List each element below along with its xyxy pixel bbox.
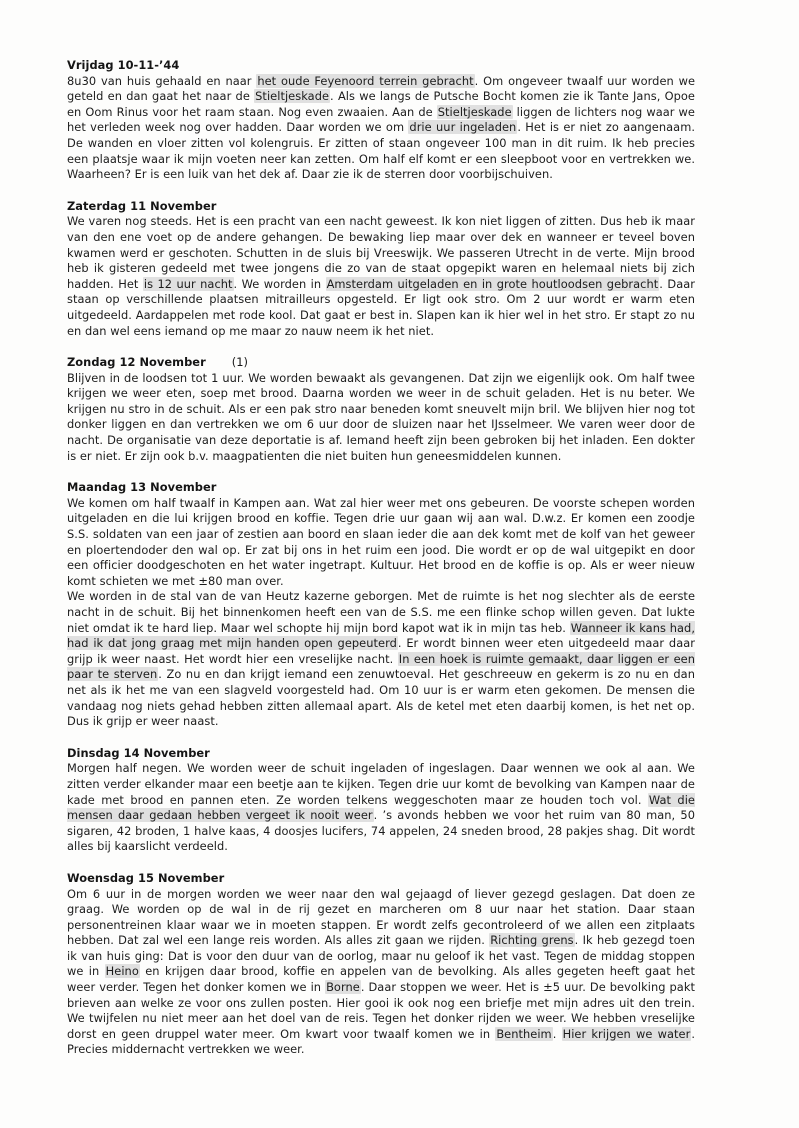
text-run: liggen de lichters nog waar we het verleden week nog over hadden. Daar worden we om	[67, 104, 695, 135]
highlighted-text: Wat die mensen daar gedaan hebben vergeet ik nooit weer	[67, 792, 695, 823]
entry-date-heading	[67, 746, 695, 762]
highlighted-text: Stieltjeskade	[255, 89, 330, 104]
highlighted-text: Richting grens	[490, 933, 574, 948]
text-run: . Er wordt binnen weer eten uitgedeeld maar daar grijp ik weer naast. Het wordt hier een vreselijke nacht.	[67, 636, 695, 666]
entry-paragraph	[67, 496, 695, 590]
text-run: . We worden in	[233, 276, 326, 291]
text-run: .	[552, 1026, 562, 1041]
entry-date-heading	[67, 355, 695, 371]
entry-paragraph	[67, 74, 695, 183]
text-run: . Zo nu en dan krijgt iemand een zenuwtoeval. Het geschreeuw en gekerm is zo nu en dan net als ik het me van een slagveld voorgesteld had. Om 10 uur is er warm eten gekomen. De mensen die vandaag nog niets gehad hebben zitten allemaal apart. Als de ketel met eten daarbij komen, is het net op. Dus ik grijp er weer naast.	[67, 667, 695, 729]
text-run: Morgen half negen. We worden weer de schuit ingeladen of ingeslagen. Daar wennen we ook al aan. We zitten verder elkander maar een beetje aan te kijken. Tegen drie uur komt de bevolking van Kampen naar de kade met brood en pannen eten. Ze worden telkens weggeschoten maar ze houden toch vol.	[67, 761, 695, 807]
highlighted-text: Stieltjeskade	[437, 104, 512, 119]
diary-entry	[67, 58, 695, 183]
entry-date: Woensdag 15 November	[67, 870, 225, 885]
diary-entry	[67, 746, 695, 855]
entry-date-heading	[67, 871, 695, 887]
entry-paragraph	[67, 214, 695, 339]
entry-paragraph	[67, 589, 695, 729]
text-run: . Om ongeveer twaalf uur worden we geteld en dan gaat het naar de	[67, 73, 695, 104]
text-run: Blijven in de loodsen tot 1 uur. We worden bewaakt als gevangenen. Dat zijn we eigenlijk ook. Om half twee krijgen we weer eten, soep met brood. Daarna worden we weer in de schuit geladen. Het is nu beter. We krijgen nu stro in de schuit. Als er een pak stro naar beneden komt sneuvelt mijn bril. We blijven hier nog tot donker liggen en dan vertrekken we om 6 uur door de sluizen naar het IJsselmeer. We varen weer door de nacht. De organisatie van deze deportatie is af. Iemand heeft zijn been gebroken bij het inladen. Een dokter is er niet. Er zijn ook b.v. maagpatienten die niet buiten hun geneesmiddelen kunnen.	[67, 370, 695, 463]
text-run: . Als we langs de Putsche Bocht komen zie ik Tante Jans, Opoe en Oom Rinus voor het raam staan. Nog even zwaaien. Aan de	[67, 89, 695, 119]
entry-date: Zondag 12 November	[67, 355, 206, 370]
diary-text	[67, 58, 695, 1074]
text-run: Om 6 uur in de morgen worden we weer naar den wal gejaagd of liever gezegd geslagen. Dat doen ze graag. We worden op de wal in de rij gezet en marcheren om 8 uur naar het station. Daar staan personentreinen klaar waar we in moeten stappen. Er wordt zelfs gecontroleerd of we allen een zitplaats hebben. Dat zal wel een lange reis worden. Als alles zit gaan we rijden.	[67, 886, 695, 948]
entry-date: Vrijdag 10-11-’44	[67, 58, 180, 72]
highlighted-text: drie uur ingeladen	[409, 120, 517, 135]
highlighted-text: het oude Feyenoord terrein gebracht	[257, 73, 474, 88]
entry-paragraph	[67, 761, 695, 855]
highlighted-text: Hier krijgen we water	[562, 1026, 691, 1041]
highlighted-text: In een hoek is ruimte gemaakt, daar liggen er een paar te sterven	[67, 651, 695, 682]
entry-date: Zaterdag 11 November	[67, 198, 217, 213]
entry-date-heading	[67, 199, 695, 215]
entry-date: Maandag 13 November	[67, 480, 217, 495]
highlighted-text: Amsterdam uitgeladen en in grote houtloodsen gebracht	[326, 276, 659, 291]
entry-date-heading	[67, 480, 695, 496]
text-run: . ’s avonds hebben we voor het ruim van 80 man, 50 sigaren, 42 broden, 1 halve kaas, 4 doosjes lucifers, 74 appelen, 24 sneden brood, 28 pakjes shag. Dit wordt alles bij kaarslicht verdeeld.	[67, 808, 695, 854]
highlighted-text: Borne	[326, 980, 360, 995]
diary-entry	[67, 871, 695, 1058]
text-run: We varen nog steeds. Het is een pracht van een nacht geweest. Ik kon niet liggen of zitten. Dus heb ik maar van den ene voet op de andere gehangen. De bewaking liep maar over dek en wanneer er teveel boven kwamen werd er geschoten. Schutten in de sluis bij Vreeswijk. We passeren Utrecht in de verte. Mijn brood heb ik gisteren gedeeld met twee jongens die zo van de staat opgepikt waren en helemaal niets bij zich hadden. Het	[67, 214, 695, 291]
text-run: . Ik heb gezegd toen ik van huis ging: Dat is voor den duur van de oorlog, maar nu geloof ik het vast. Tegen de middag stoppen we in	[67, 933, 695, 979]
text-run: 8u30 van huis gehaald en naar	[67, 73, 257, 88]
highlighted-text: Heino	[105, 964, 139, 979]
entry-date: Dinsdag 14 November	[67, 745, 210, 760]
highlighted-text: Wanneer ik kans had, had ik dat jong graag met mijn handen open gepeuterd	[67, 620, 695, 651]
text-run: . Het is er niet zo aangenaam. De wanden en vloer zitten vol kolengruis. Er zitten of staan ongeveer 100 man in dit ruim. Ik heb precies een plaatsje waar ik mijn voeten neer kan zetten. Om half elf komt er een sleepboot voor en vertrekken we. Waarheen? Er is een luik van het dek af. Daar zie ik de sterren door voorbijschuiven.	[67, 120, 696, 182]
entry-date-heading	[67, 58, 695, 74]
text-run: . Daar stoppen we weer. Het is ±5 uur. De bevolking pakt brieven aan welke ze voor ons zullen posten. Hier gooi ik ook nog een briefje met mijn adres uit den trein. We twijfelen nu niet meer aan het doel van de reis. Tegen het donker rijden we weer. We hebben vreselijke dorst en geen druppel water meer. Om kwart voor twaalf komen we in	[67, 980, 695, 1041]
entry-paragraph	[67, 371, 695, 465]
highlighted-text: Bentheim	[496, 1026, 552, 1041]
text-run: en krijgen daar brood, koffie en appelen van de bevolking. Als alles gegeten heeft gaat het weer verder. Tegen het donker komen we in	[67, 964, 696, 995]
diary-entry	[67, 355, 695, 464]
diary-entry	[67, 199, 695, 339]
text-run: . Daar staan op verschillende plaatsen mitrailleurs opgesteld. Er ligt ook stro. Om 2 uur wordt er warm eten uitgedeeld. Aardappelen met rode kool. Dat gaat er best in. Slapen kan ik hier wel in het stro. Er stapt zo nu en dan wel eens iemand op me maar zo nauw neem ik het niet.	[67, 276, 695, 338]
entry-paragraph	[67, 887, 695, 1059]
text-run: We komen om half twaalf in Kampen aan. Wat zal hier weer met ons gebeuren. De voorste schepen worden uitgeladen en die lui krijgen brood en koffie. Tegen drie uur gaan wij aan wal. D.w.z. Er komen een zoodje S.S. soldaten van een jaar of zestien aan boord en slaan ieder die aan dek komt met de kolf van het geweer en ploertendoder den wal op. Er zat bij ons in het ruim een jood. Die wordt er op de wal uitgepikt en door een officier doodgeschoten en het water ingetrapt. Kultuur. Het brood en de koffie is op. Als er weer nieuw komt schieten we met ±80 man over.	[67, 495, 695, 588]
text-run: We worden in de stal van de van Heutz kazerne geborgen. Met de ruimte is het nog slechter als de eerste nacht in de schuit. Bij het binnenkomen heeft een van de S.S. me een flinke schop willen geven. Dat lukte niet omdat ik te hard liep. Maar wel schopte hij mijn bord kapot wat ik in mijn tas heb.	[67, 589, 695, 635]
highlighted-text: is 12 uur nacht	[143, 276, 233, 291]
text-run: . Precies middernacht vertrekken we weer.	[67, 1026, 696, 1057]
diary-entry	[67, 480, 695, 730]
footnote-marker: (1)	[231, 355, 249, 370]
